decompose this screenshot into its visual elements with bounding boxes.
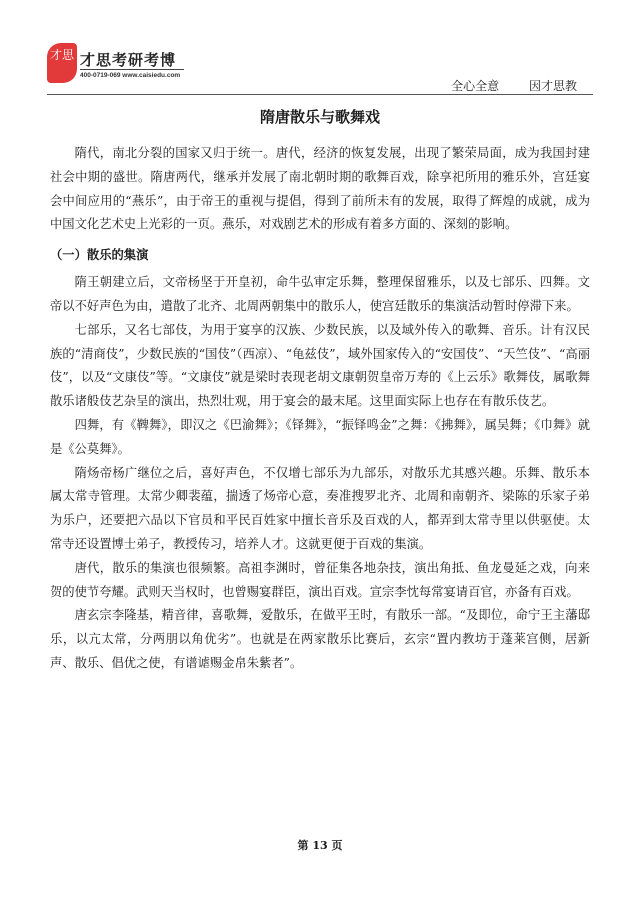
section-heading: （一）散乐的集演 (50, 248, 149, 263)
body-paragraph: 隋王朝建立后，文帝杨坚于开皇初，命牛弘审定乐舞，整理保留雅乐，以及七部乐、四舞。文帝以不好声色为由，遣散了北齐、北周两朝集中的散乐人，使宫廷散乐的集演活动暂时停滞下来。 (50, 275, 590, 313)
page-header (0, 0, 640, 100)
header-divider (47, 94, 593, 95)
header-slogan (437, 77, 577, 94)
slogan-part-1: 全心全意 (451, 79, 500, 93)
intro-paragraph: 隋代，南北分裂的国家又归于统一。唐代，经济的恢复发展，出现了繁荣局面，成为我国封建社会中期的盛世。隋唐两代，继承并发展了南北朝时期的歌舞百戏，除享祀所用的雅乐外，宫廷宴会中间应用的“燕乐”，由于帝王的重视与提倡，得到了前所未有的发展，取得了辉煌的成就，成为中国文化艺术史上光彩的一页。燕乐，对戏剧艺术的形成有着多方面的、深刻的影响。 (50, 146, 590, 232)
logo-name: 才思考研考博 (80, 51, 177, 69)
logo-icon: 才思 (47, 43, 77, 83)
page-number: 第 13 页 (297, 839, 343, 852)
document-title: 隋唐散乐与歌舞戏 (259, 108, 380, 126)
body-paragraph: 四舞，有《鞞舞》，即汉之《巴渝舞》；《铎舞》，“振铎鸣金”之舞：《拂舞》，属吴舞；《巾舞》就是《公莫舞》。 (50, 417, 590, 456)
document-body (50, 142, 590, 676)
slogan-part-2: 因才思教 (528, 79, 577, 93)
body-paragraph: 隋炀帝杨广继位之后，喜好声色，不仅增七部乐为九部乐，对散乐尤其感兴趣。乐舞、散乐本属太常寺管理。太常少卿裴蕴，揣透了炀帝心意，奏准搜罗北齐、北周和南朝齐、梁陈的乐家子弟为乐户，还要把六品以下官员和平民百姓家中擅长音乐及百戏的人，都弄到太常寺里以供驱使。太常寺还设置博士弟子，教授传习，培养人才。这就更便于百戏的集演。 (50, 465, 590, 551)
body-paragraph: 七部乐，又名七部伎，为用于宴享的汉族、少数民族，以及域外传入的歌舞、音乐。计有汉民族的“清商伎”，少数民族的“国伎”（西凉）、“龟兹伎”，域外国家传入的“安国伎”、“天竺伎”、“高丽伎”，以及“文康伎”等。“文康伎”就是梁时表现老胡文康朝贺皇帝万寿的《上云乐》歌舞伎，属歌舞散乐诸般伎艺杂呈的演出，热烈壮观，用于宴会的最末尾。这里面实际上也存在有散乐伎艺。 (50, 322, 590, 409)
body-paragraph: 唐玄宗李隆基，精音律，喜歌舞，爱散乐，在做平王时，有散乐一部。“及即位，命宁王主藩邸乐，以亢太常，分两朋以角优劣”。也就是在两家散乐比赛后，玄宗“置内教坊于蓬莱宫侧，居新声、散乐、倡优之使，有谱谑赐金帛朱紫者”。 (50, 608, 590, 670)
logo-contact: 400-0719-069 www.caisiedu.com (80, 72, 181, 79)
body-paragraph: 唐代，散乐的集演也很频繁。高祖李渊时，曾征集各地杂技，演出角抵、鱼龙曼延之戏，向来贺的使节夸耀。武则天当权时，也曾赐宴群臣，演出百戏。宣宗李忱每常宴请百官，亦备有百戏。 (50, 560, 590, 599)
logo-divider (80, 69, 184, 70)
